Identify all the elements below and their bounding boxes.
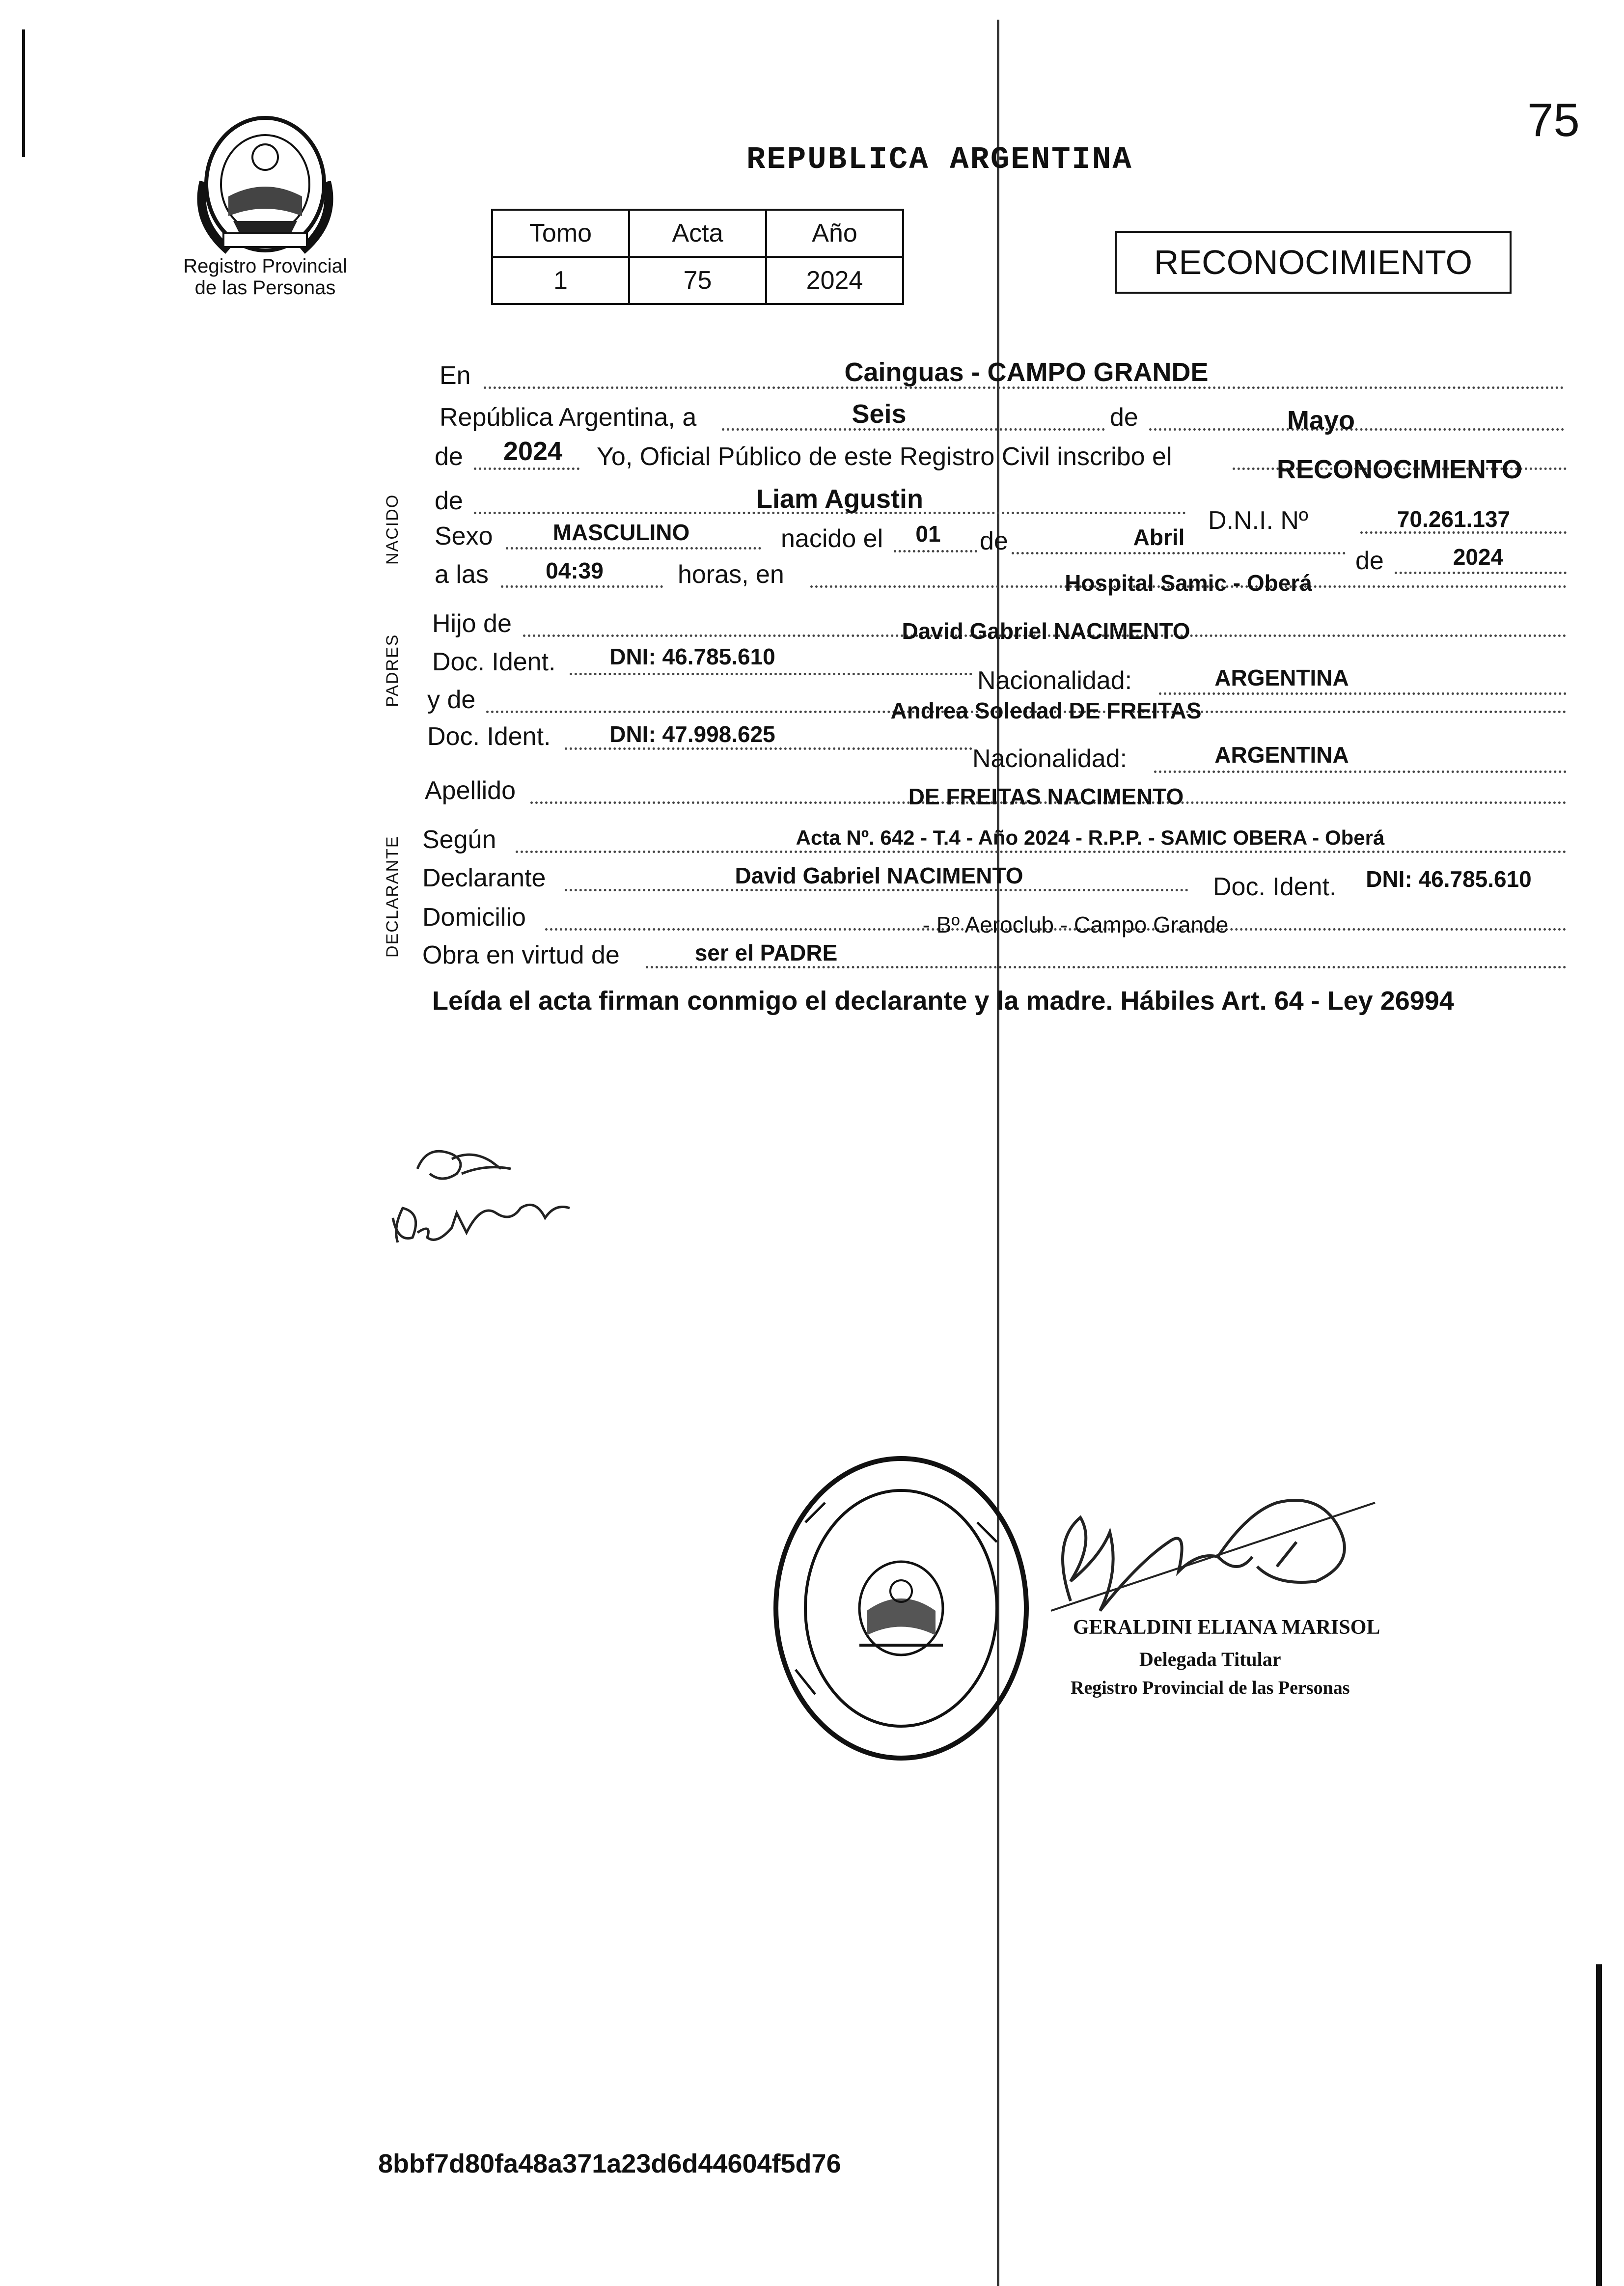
birth-day-value: 01 — [915, 521, 941, 547]
side-label-parents: PADRES — [383, 633, 402, 707]
side-label-born: NACIDO — [383, 494, 402, 565]
form-label: Doc. Ident. — [1213, 873, 1337, 901]
form-label: de — [435, 487, 463, 515]
sex-value: MASCULINO — [552, 520, 690, 545]
table-cell: 2024 — [766, 257, 903, 304]
dotted-line — [646, 966, 1567, 968]
form-label: de — [1355, 547, 1384, 575]
birth-place-value: Hospital Samic - Oberá — [1065, 570, 1312, 596]
record-type-box: RECONOCIMIENTO — [1115, 231, 1512, 294]
dotted-line — [1012, 552, 1346, 554]
table-header: Tomo — [492, 210, 629, 257]
dotted-line — [570, 673, 972, 675]
form-label: En — [440, 361, 471, 390]
form-label: D.N.I. Nº — [1208, 506, 1308, 535]
form-label: de — [1110, 403, 1138, 432]
dotted-line — [565, 889, 1188, 891]
declarant-name-value: David Gabriel NACIMENTO — [735, 863, 1023, 888]
month-value: Mayo — [1287, 406, 1355, 435]
official-seal-icon — [766, 1449, 1036, 1768]
form-label: Doc. Ident. — [427, 722, 551, 751]
form-label: Doc. Ident. — [432, 648, 556, 676]
mother-signature — [383, 1139, 589, 1277]
dotted-line — [1159, 692, 1567, 695]
form-label: Declarante — [422, 864, 546, 892]
form-label: República Argentina, a — [440, 403, 697, 432]
father-nationality-value: ARGENTINA — [1214, 665, 1349, 690]
surname-value: DE FREITAS NACIMENTO — [908, 784, 1184, 809]
father-doc-value: DNI: 46.785.610 — [609, 644, 775, 669]
form-label: Sexo — [435, 522, 493, 551]
officer-name: GERALDINI ELIANA MARISOL — [1073, 1616, 1380, 1639]
form-label: a las — [435, 560, 489, 589]
side-label-declarant: DECLARANTE — [383, 835, 402, 958]
child-dni-value: 70.261.137 — [1397, 506, 1511, 532]
record-table — [491, 209, 904, 305]
dotted-line — [1154, 771, 1567, 773]
year-value: 2024 — [503, 437, 563, 466]
form-label: Según — [422, 826, 496, 854]
form-label: Apellido — [425, 776, 516, 805]
day-value: Seis — [852, 399, 907, 429]
country-title: REPUBLICA ARGENTINA — [746, 142, 1133, 178]
officer-title: Delegada Titular — [1139, 1648, 1281, 1670]
registry-caption-line: Registro Provincial — [183, 255, 347, 277]
act-type-value: RECONOCIMIENTO — [1276, 455, 1523, 484]
form-label: nacido el — [781, 524, 883, 553]
form-label: horas, en — [678, 560, 784, 589]
dotted-line — [722, 428, 1105, 431]
form-label: Obra en virtud de — [422, 941, 620, 969]
dotted-line — [516, 851, 1567, 853]
by-virtue-value: ser el PADRE — [694, 940, 838, 965]
scan-edge-mark — [22, 29, 25, 157]
dotted-line — [501, 585, 663, 588]
registry-caption-line: de las Personas — [194, 277, 336, 299]
child-name-value: Liam Agustin — [756, 484, 924, 514]
dotted-line — [506, 547, 761, 550]
form-label: de — [435, 442, 463, 471]
officer-signature — [1041, 1483, 1385, 1630]
form-label: Domicilio — [422, 903, 526, 932]
declarant-doc-value: DNI: 46.785.610 — [1366, 866, 1532, 892]
dotted-line — [565, 747, 972, 750]
birth-time-value: 04:39 — [546, 558, 604, 583]
birth-year-value: 2024 — [1453, 544, 1504, 570]
father-name-value: David Gabriel NACIMENTO — [902, 618, 1190, 644]
dotted-line — [474, 468, 579, 470]
form-label: Nacionalidad: — [977, 666, 1132, 695]
closing-statement: Leída el acta firman conmigo el declarante y la madre. Hábiles Art. 64 - Ley 26994 — [432, 986, 1454, 1016]
address-value: - Bº Aeroclub - Campo Grande — [922, 912, 1229, 937]
mother-doc-value: DNI: 47.998.625 — [609, 721, 775, 747]
place-value: Cainguas - CAMPO GRANDE — [844, 358, 1209, 387]
dotted-line — [894, 550, 977, 552]
document-hash: 8bbf7d80fa48a371a23d6d44604f5d76 — [378, 2149, 841, 2178]
table-cell: 1 — [492, 257, 629, 304]
registry-caption — [147, 255, 383, 299]
form-text: Yo, Oficial Público de este Registro Civil inscribo el — [597, 442, 1172, 471]
province-emblem-icon — [184, 103, 346, 260]
table-header: Año — [766, 210, 903, 257]
birth-month-value: Abril — [1133, 524, 1185, 550]
form-label: Hijo de — [432, 609, 512, 638]
page-number: 75 — [1527, 94, 1580, 146]
officer-office: Registro Provincial de las Personas — [1071, 1678, 1350, 1698]
form-label: de — [980, 527, 1008, 555]
dotted-line — [1149, 428, 1564, 431]
scan-edge-mark — [1596, 1964, 1602, 2286]
form-label: y de — [427, 686, 476, 714]
mother-nationality-value: ARGENTINA — [1214, 742, 1349, 768]
according-value: Acta Nº. 642 - T.4 - Año 2024 - R.P.P. - SAMIC OBERA - Oberá — [796, 826, 1385, 849]
table-header: Acta — [629, 210, 766, 257]
form-label: Nacionalidad: — [972, 744, 1128, 773]
mother-name-value: Andrea Soledad DE FREITAS — [890, 698, 1202, 723]
dotted-line — [1395, 572, 1567, 574]
table-cell: 75 — [629, 257, 766, 304]
